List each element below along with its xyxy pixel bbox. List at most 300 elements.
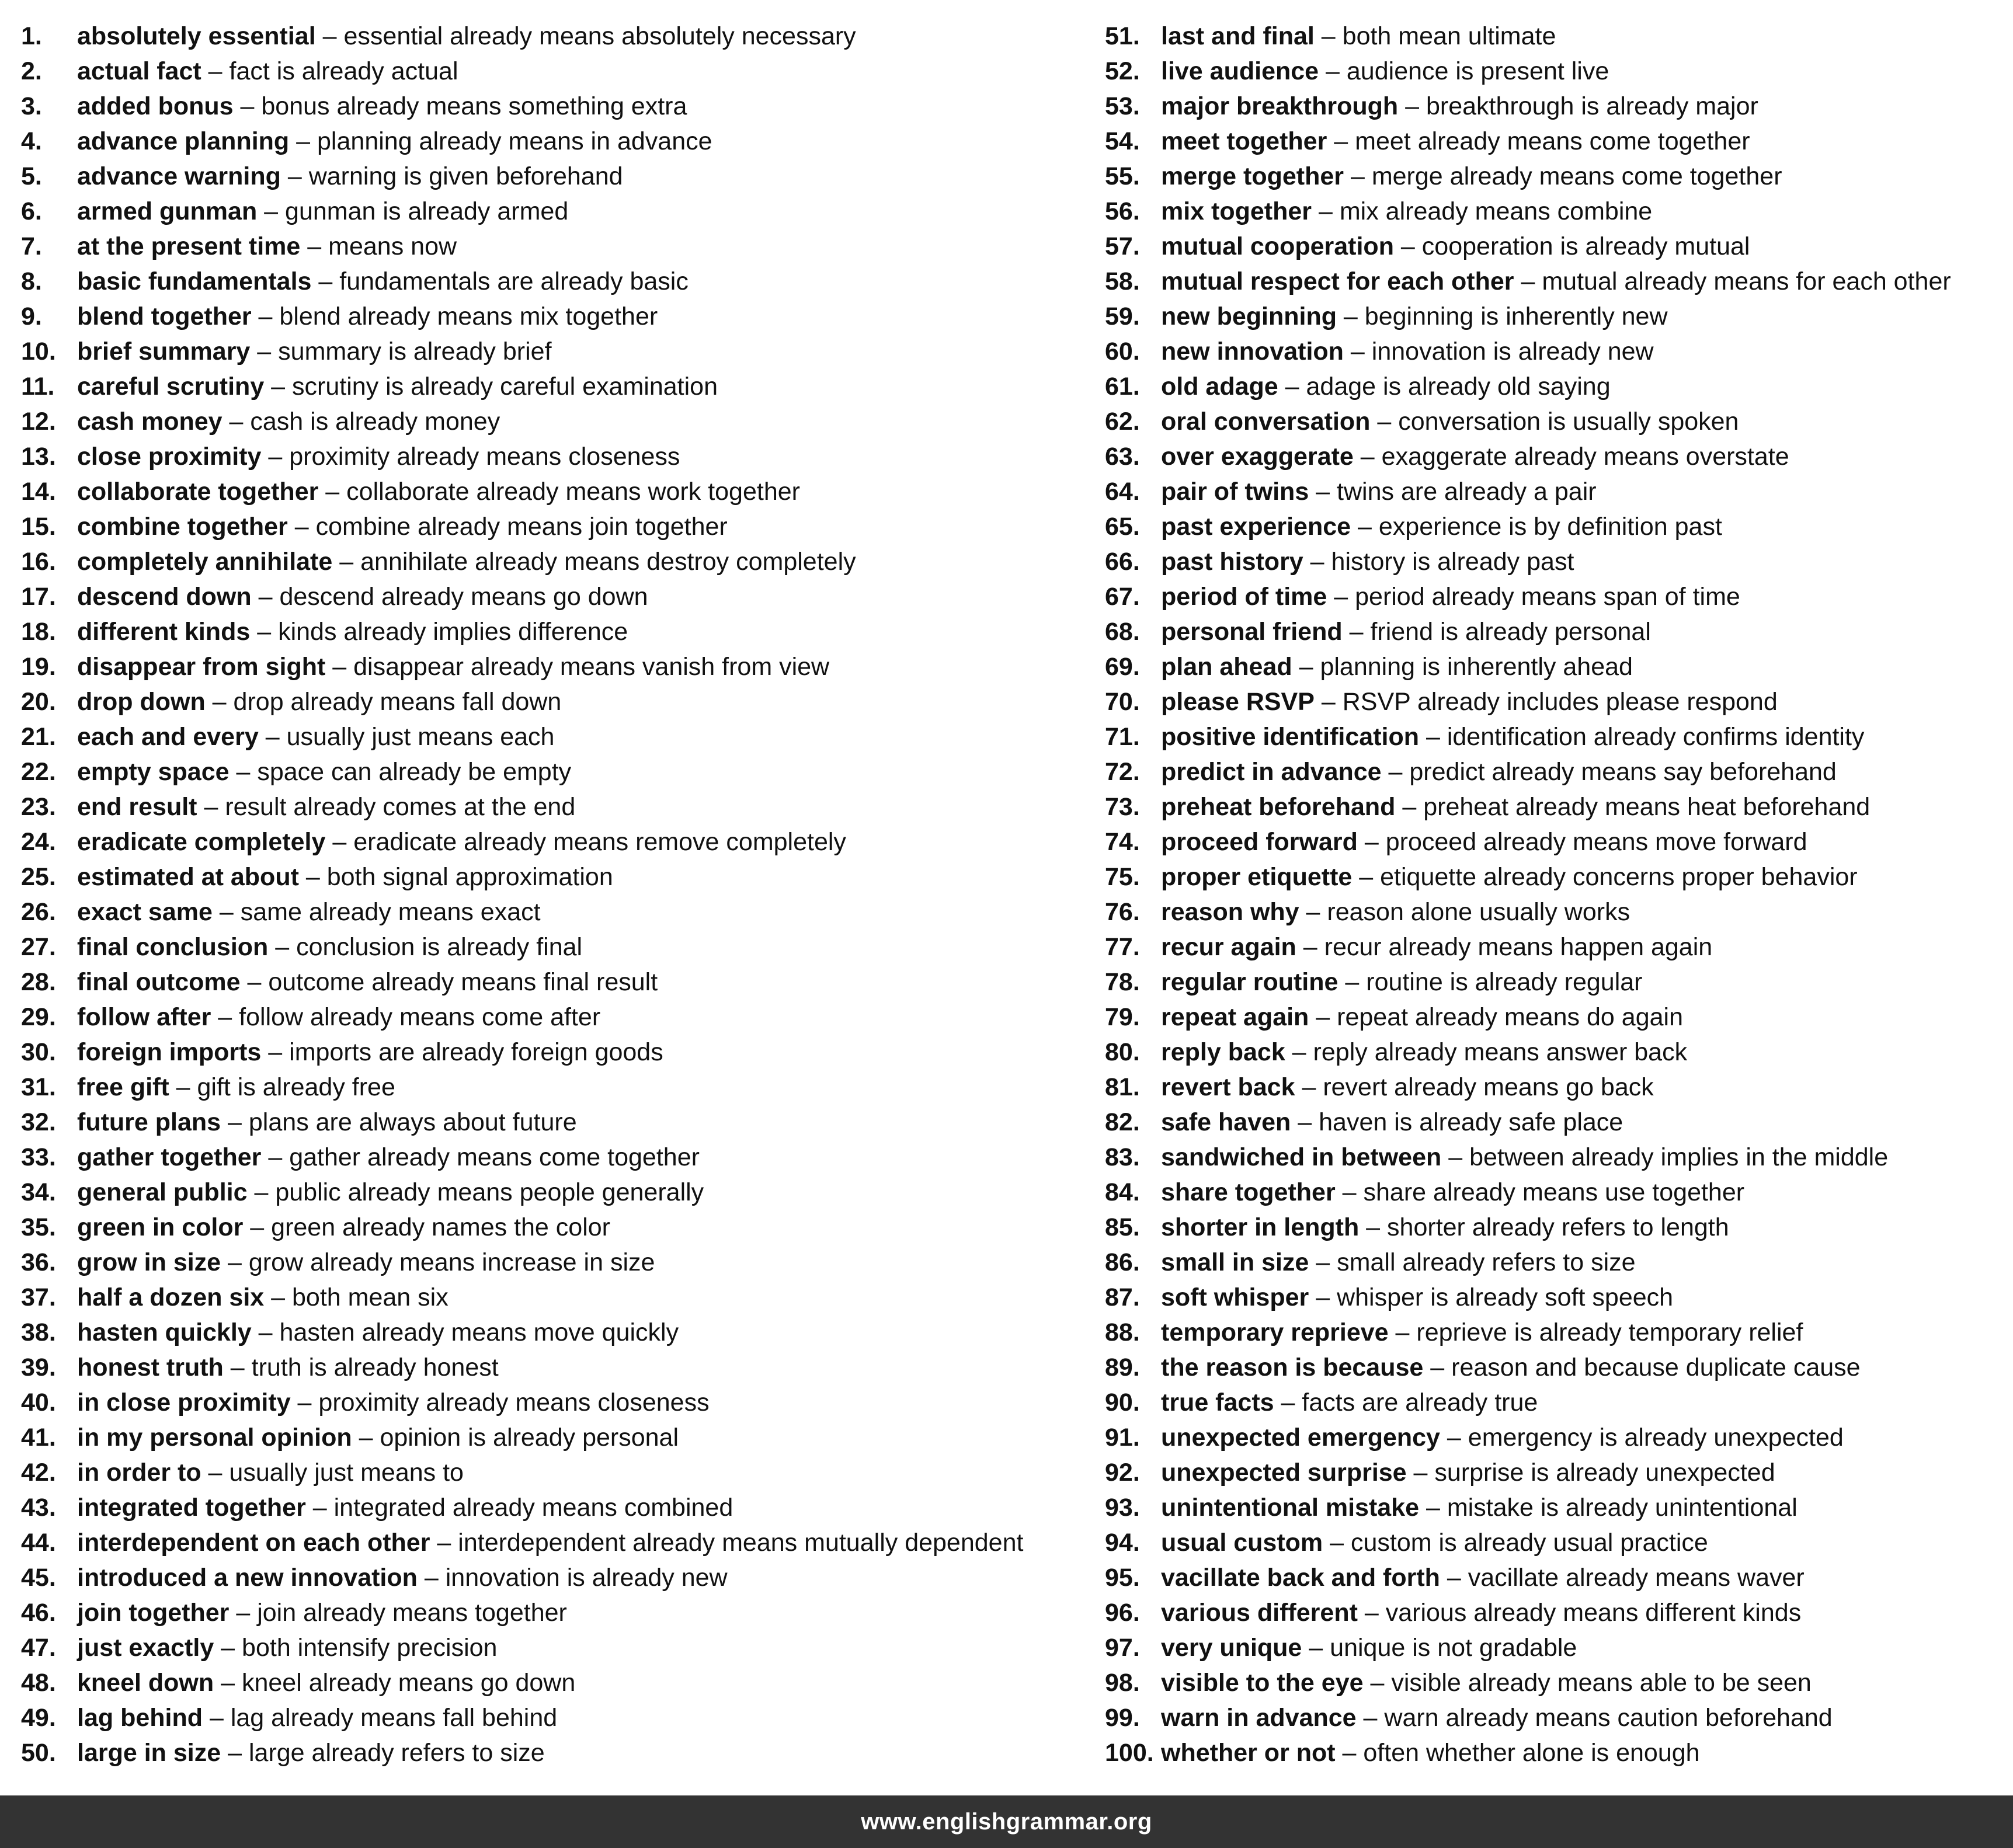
item-text [1161, 895, 1630, 930]
item-text [1161, 1385, 1538, 1420]
item-text [77, 54, 458, 89]
item-text [1161, 859, 1858, 895]
dash-separator: – [1395, 793, 1424, 821]
redundant-phrase: disappear from sight [77, 653, 326, 681]
item-number: 34. [21, 1178, 56, 1206]
list-item [1105, 719, 2004, 754]
dash-separator: – [1419, 1494, 1447, 1522]
dash-separator: – [430, 1529, 458, 1557]
redundant-phrase: live audience [1161, 57, 1319, 85]
redundant-phrase: major breakthrough [1161, 92, 1399, 120]
list-item [21, 1560, 1101, 1595]
redundant-phrase: green in color [77, 1213, 244, 1241]
item-text [1161, 789, 1870, 824]
redundant-phrase: oral conversation [1161, 408, 1371, 436]
phrase-explanation: usually just means to [229, 1459, 464, 1487]
dash-separator: – [1441, 1143, 1470, 1171]
dash-separator: – [1342, 618, 1371, 646]
list-item [21, 1700, 1101, 1735]
redundant-phrase: personal friend [1161, 618, 1343, 646]
phrase-explanation: both mean ultimate [1342, 22, 1556, 50]
list-item [1105, 334, 2004, 369]
item-text [77, 89, 687, 124]
item-text [77, 614, 628, 649]
dash-separator: – [1291, 1108, 1319, 1136]
list-item [1105, 544, 2004, 579]
item-number: 60. [1105, 337, 1140, 366]
dash-separator: – [1353, 443, 1382, 471]
phrase-explanation: breakthrough is already major [1426, 92, 1758, 120]
phrase-explanation: facts are already true [1302, 1388, 1538, 1417]
redundant-phrase: added bonus [77, 92, 234, 120]
item-number: 2. [21, 57, 42, 85]
list-item [21, 754, 1101, 789]
item-text [1161, 54, 1609, 89]
list-item [1105, 1700, 2004, 1735]
redundant-phrase: past history [1161, 548, 1303, 576]
item-text [77, 1140, 700, 1175]
list-item [21, 334, 1101, 369]
phrase-explanation: drop already means fall down [233, 688, 562, 716]
redundant-phrase: recur again [1161, 933, 1296, 961]
phrase-explanation: planning already means in advance [317, 127, 712, 155]
dash-separator: – [1343, 337, 1372, 366]
item-number: 13. [21, 443, 56, 471]
item-text [77, 1315, 679, 1350]
list-item [1105, 1595, 2004, 1630]
phrase-explanation: surprise is already unexpected [1434, 1459, 1775, 1487]
item-text [1161, 89, 1758, 124]
item-number: 59. [1105, 302, 1140, 330]
list-item [1105, 1280, 2004, 1315]
item-number: 99. [1105, 1704, 1140, 1732]
redundant-phrase: armed gunman [77, 197, 258, 225]
dash-separator: – [1344, 162, 1372, 190]
phrase-explanation: cooperation is already mutual [1421, 232, 1750, 260]
item-number: 90. [1105, 1388, 1140, 1417]
phrase-explanation: proceed already means move forward [1385, 828, 1807, 856]
list-item [21, 299, 1101, 334]
redundant-phrase: collaborate together [77, 478, 319, 506]
footer-bar [0, 1795, 2013, 1848]
item-text [1161, 754, 1837, 789]
item-text [1161, 649, 1633, 684]
dash-separator: – [332, 548, 361, 576]
phrase-explanation: haven is already safe place [1319, 1108, 1623, 1136]
redundant-phrase: revert back [1161, 1073, 1295, 1101]
item-text [1161, 334, 1654, 369]
item-number: 38. [21, 1318, 56, 1346]
list-item [21, 1350, 1101, 1385]
item-number: 67. [1105, 583, 1140, 611]
phrase-explanation: warning is given beforehand [308, 162, 623, 190]
dash-separator: – [1309, 478, 1337, 506]
item-text [77, 229, 457, 264]
phrase-explanation: both signal approximation [326, 863, 613, 891]
dash-separator: – [1323, 1529, 1351, 1557]
dash-separator: – [261, 443, 290, 471]
phrase-explanation: share already means use together [1363, 1178, 1745, 1206]
phrase-explanation: blend already means mix together [279, 302, 658, 330]
dash-separator: – [1357, 1599, 1386, 1627]
redundant-phrase: foreign imports [77, 1038, 262, 1066]
item-number: 53. [1105, 92, 1140, 120]
phrase-explanation: adage is already old saying [1306, 373, 1611, 401]
list-item [1105, 684, 2004, 719]
phrase-explanation: kneel already means go down [241, 1669, 576, 1697]
redundant-phrase: estimated at about [77, 863, 299, 891]
item-number: 16. [21, 548, 56, 576]
phrase-explanation: period already means span of time [1355, 583, 1740, 611]
redundant-phrase: introduced a new innovation [77, 1564, 418, 1592]
item-text [1161, 1455, 1775, 1490]
dash-separator: – [258, 723, 287, 751]
item-number: 35. [21, 1213, 56, 1241]
item-text [1161, 509, 1722, 544]
item-number: 17. [21, 583, 56, 611]
redundant-phrase: regular routine [1161, 968, 1338, 996]
list-item [1105, 1140, 2004, 1175]
list-item [21, 965, 1101, 1000]
list-item [1105, 509, 2004, 544]
item-number: 23. [21, 793, 56, 821]
list-item [1105, 89, 2004, 124]
list-item [1105, 1420, 2004, 1455]
dash-separator: – [1327, 127, 1355, 155]
dash-separator: – [1303, 548, 1331, 576]
item-number: 25. [21, 863, 56, 891]
redundant-phrase: unintentional mistake [1161, 1494, 1420, 1522]
phrase-explanation: small already refers to size [1337, 1248, 1636, 1276]
item-number: 26. [21, 898, 56, 926]
item-text [77, 1385, 710, 1420]
redundant-phrase: grow in size [77, 1248, 221, 1276]
phrase-explanation: outcome already means final result [268, 968, 658, 996]
item-number: 74. [1105, 828, 1140, 856]
item-number: 57. [1105, 232, 1140, 260]
list-item [1105, 1665, 2004, 1700]
redundant-phrase: mix together [1161, 197, 1312, 225]
phrase-explanation: lag already means fall behind [230, 1704, 558, 1732]
list-item [21, 1665, 1101, 1700]
dash-separator: – [268, 933, 297, 961]
item-text [1161, 1630, 1577, 1665]
dash-separator: – [315, 22, 344, 50]
item-text [77, 19, 856, 54]
list-item [21, 1210, 1101, 1245]
item-number: 40. [21, 1388, 56, 1417]
redundant-phrase: share together [1161, 1178, 1336, 1206]
item-text [77, 264, 689, 299]
list-item [1105, 1455, 2004, 1490]
phrase-explanation: repeat already means do again [1337, 1003, 1683, 1031]
item-text [1161, 1245, 1636, 1280]
item-number: 77. [1105, 933, 1140, 961]
item-number: 47. [21, 1634, 56, 1662]
item-number: 52. [1105, 57, 1140, 85]
item-text [1161, 1700, 1833, 1735]
redundant-phrase: mutual cooperation [1161, 232, 1394, 260]
phrase-explanation: opinion is already personal [380, 1424, 679, 1452]
list-item [1105, 1000, 2004, 1035]
redundant-phrase: proper etiquette [1161, 863, 1353, 891]
phrase-explanation: shorter already refers to length [1387, 1213, 1729, 1241]
dash-separator: – [1440, 1564, 1468, 1592]
phrase-explanation: vacillate already means waver [1468, 1564, 1805, 1592]
phrase-explanation: preheat already means heat beforehand [1423, 793, 1871, 821]
item-text [77, 895, 541, 930]
list-column-right [1105, 19, 2004, 1770]
dash-separator: – [1398, 92, 1426, 120]
item-text [77, 1000, 600, 1035]
item-text [1161, 159, 1782, 194]
item-text [77, 404, 500, 439]
phrase-explanation: interdependent already means mutually dependent [458, 1529, 1024, 1557]
list-item [21, 579, 1101, 614]
item-number: 58. [1105, 267, 1140, 295]
item-text [77, 1665, 575, 1700]
dash-separator: – [250, 618, 279, 646]
item-text [77, 930, 582, 965]
list-item [21, 404, 1101, 439]
dash-separator: – [300, 232, 329, 260]
redundant-phrase: please RSVP [1161, 688, 1315, 716]
dash-separator: – [290, 1388, 319, 1417]
item-number: 24. [21, 828, 56, 856]
redundant-phrase: temporary reprieve [1161, 1318, 1389, 1346]
dash-separator: – [221, 1108, 249, 1136]
dash-separator: – [221, 1248, 249, 1276]
redundant-phrase: drop down [77, 688, 206, 716]
list-item [1105, 754, 2004, 789]
redundant-phrase: advance planning [77, 127, 290, 155]
dash-separator: – [229, 758, 258, 786]
redundant-phrase: just exactly [77, 1634, 214, 1662]
item-text [77, 649, 829, 684]
dash-separator: – [417, 1564, 446, 1592]
item-number: 63. [1105, 443, 1140, 471]
list-item [21, 859, 1101, 895]
phrase-explanation: conclusion is already final [296, 933, 583, 961]
item-number: 4. [21, 127, 42, 155]
item-text [77, 1525, 1023, 1560]
item-text [1161, 544, 1574, 579]
item-number: 8. [21, 267, 42, 295]
item-number: 76. [1105, 898, 1140, 926]
item-text [1161, 1210, 1729, 1245]
redundant-phrase: actual fact [77, 57, 201, 85]
phrase-explanation: fundamentals are already basic [339, 267, 689, 295]
item-number: 89. [1105, 1353, 1140, 1381]
dash-separator: – [261, 1143, 290, 1171]
list-item [1105, 1735, 2004, 1770]
item-number: 29. [21, 1003, 56, 1031]
item-text [77, 509, 728, 544]
item-text [1161, 369, 1611, 404]
redundant-phrase: absolutely essential [77, 22, 316, 50]
item-number: 98. [1105, 1669, 1140, 1697]
redundant-phrase: safe haven [1161, 1108, 1291, 1136]
item-text [77, 1035, 663, 1070]
phrase-explanation: space can already be empty [257, 758, 572, 786]
list-item [1105, 649, 2004, 684]
dash-separator: – [1370, 408, 1399, 436]
item-number: 6. [21, 197, 42, 225]
dash-separator: – [1423, 1353, 1452, 1381]
dash-separator: – [298, 863, 327, 891]
dash-separator: – [1302, 1634, 1330, 1662]
item-number: 42. [21, 1459, 56, 1487]
dash-separator: – [1359, 1213, 1388, 1241]
redundant-phrase: true facts [1161, 1388, 1274, 1417]
item-number: 83. [1105, 1143, 1140, 1171]
dash-separator: – [251, 583, 280, 611]
phrase-explanation: etiquette already concerns proper behavior [1380, 863, 1858, 891]
item-text [1161, 719, 1864, 754]
phrase-explanation: follow already means come after [239, 1003, 601, 1031]
item-text [77, 859, 613, 895]
redundant-phrase: empty space [77, 758, 230, 786]
list-item [21, 1735, 1101, 1770]
phrase-explanation: both intensify precision [242, 1634, 498, 1662]
list-item [1105, 824, 2004, 859]
list-item [21, 229, 1101, 264]
phrase-explanation: visible already means able to be seen [1391, 1669, 1812, 1697]
item-number: 87. [1105, 1283, 1140, 1311]
dash-separator: – [1278, 373, 1306, 401]
item-number: 97. [1105, 1634, 1140, 1662]
phrase-explanation: combine already means join together [315, 513, 728, 541]
list-item [21, 930, 1101, 965]
phrase-explanation: mistake is already unintentional [1447, 1494, 1798, 1522]
phrase-explanation: cash is already money [250, 408, 500, 436]
phrase-explanation: audience is present live [1346, 57, 1609, 85]
redundant-phrase: the reason is because [1161, 1353, 1424, 1381]
item-number: 48. [21, 1669, 56, 1697]
item-number: 78. [1105, 968, 1140, 996]
dash-separator: – [212, 898, 241, 926]
redundant-phrase: unexpected emergency [1161, 1424, 1440, 1452]
list-item [21, 159, 1101, 194]
item-number: 46. [21, 1599, 56, 1627]
list-item [21, 194, 1101, 229]
item-text [77, 684, 561, 719]
dash-separator: – [1296, 933, 1324, 961]
phrase-explanation: plans are always about future [248, 1108, 577, 1136]
phrase-explanation: truth is already honest [251, 1353, 499, 1381]
redundant-phrase: eradicate completely [77, 828, 326, 856]
phrase-explanation: RSVP already includes please respond [1342, 688, 1778, 716]
dash-separator: – [257, 197, 286, 225]
phrase-explanation: gather already means come together [289, 1143, 700, 1171]
item-text [77, 124, 712, 159]
list-item [21, 124, 1101, 159]
list-item [21, 1140, 1101, 1175]
redundant-phrase: at the present time [77, 232, 301, 260]
item-number: 28. [21, 968, 56, 996]
list-item [1105, 614, 2004, 649]
item-text [77, 299, 658, 334]
list-item [21, 19, 1101, 54]
list-item [1105, 474, 2004, 509]
redundant-phrase: careful scrutiny [77, 373, 265, 401]
redundant-phrase: new innovation [1161, 337, 1344, 366]
list-column-left [21, 19, 1101, 1770]
phrase-explanation: eradicate already means remove completely [353, 828, 846, 856]
redundant-phrase: descend down [77, 583, 252, 611]
item-number: 69. [1105, 653, 1140, 681]
item-number: 82. [1105, 1108, 1140, 1136]
dash-separator: – [318, 478, 347, 506]
list-item [1105, 1385, 2004, 1420]
phrase-explanation: friend is already personal [1370, 618, 1651, 646]
phrase-explanation: green already names the color [271, 1213, 610, 1241]
item-number: 93. [1105, 1494, 1140, 1522]
item-text [1161, 1595, 1801, 1630]
dash-separator: – [1338, 968, 1367, 996]
item-number: 22. [21, 758, 56, 786]
phrase-explanation: same already means exact [240, 898, 541, 926]
redundant-phrase: plan ahead [1161, 653, 1292, 681]
redundant-phrase: pair of twins [1161, 478, 1309, 506]
phrase-explanation: meet already means come together [1355, 127, 1750, 155]
phrase-explanation: reprieve is already temporary relief [1416, 1318, 1803, 1346]
phrase-explanation: reason and because duplicate cause [1451, 1353, 1861, 1381]
item-text [1161, 1315, 1803, 1350]
list-item [21, 1455, 1101, 1490]
item-text [1161, 1560, 1805, 1595]
dash-separator: – [1352, 863, 1381, 891]
item-text [1161, 1490, 1798, 1525]
item-text [1161, 264, 1951, 299]
item-text [1161, 229, 1750, 264]
item-number: 27. [21, 933, 56, 961]
redundant-phrase: past experience [1161, 513, 1351, 541]
dash-separator: – [261, 1038, 290, 1066]
list-item [21, 719, 1101, 754]
dash-separator: – [1285, 1038, 1313, 1066]
list-item [21, 264, 1101, 299]
item-number: 14. [21, 478, 56, 506]
dash-separator: – [1299, 898, 1327, 926]
list-item [21, 614, 1101, 649]
item-number: 91. [1105, 1424, 1140, 1452]
item-text [77, 1700, 557, 1735]
redundant-phrase: whether or not [1161, 1739, 1336, 1767]
redundant-phrase: meet together [1161, 127, 1327, 155]
phrase-explanation: various already means different kinds [1385, 1599, 1802, 1627]
dash-separator: – [1314, 688, 1343, 716]
item-number: 68. [1105, 618, 1140, 646]
phrase-explanation: kinds already implies difference [278, 618, 628, 646]
item-text [1161, 439, 1789, 474]
item-number: 12. [21, 408, 56, 436]
item-number: 84. [1105, 1178, 1140, 1206]
phrase-explanation: predict already means say beforehand [1409, 758, 1837, 786]
redundant-phrase: hasten quickly [77, 1318, 252, 1346]
list-item [1105, 789, 2004, 824]
redundant-phrase: predict in advance [1161, 758, 1382, 786]
item-text [77, 824, 846, 859]
item-text [77, 1490, 733, 1525]
redundant-phrase: repeat again [1161, 1003, 1309, 1031]
list-item [21, 439, 1101, 474]
dash-separator: – [229, 1599, 258, 1627]
dash-separator: – [1309, 1283, 1337, 1311]
item-text [77, 965, 658, 1000]
phrase-explanation: twins are already a pair [1337, 478, 1597, 506]
list-item [21, 1105, 1101, 1140]
